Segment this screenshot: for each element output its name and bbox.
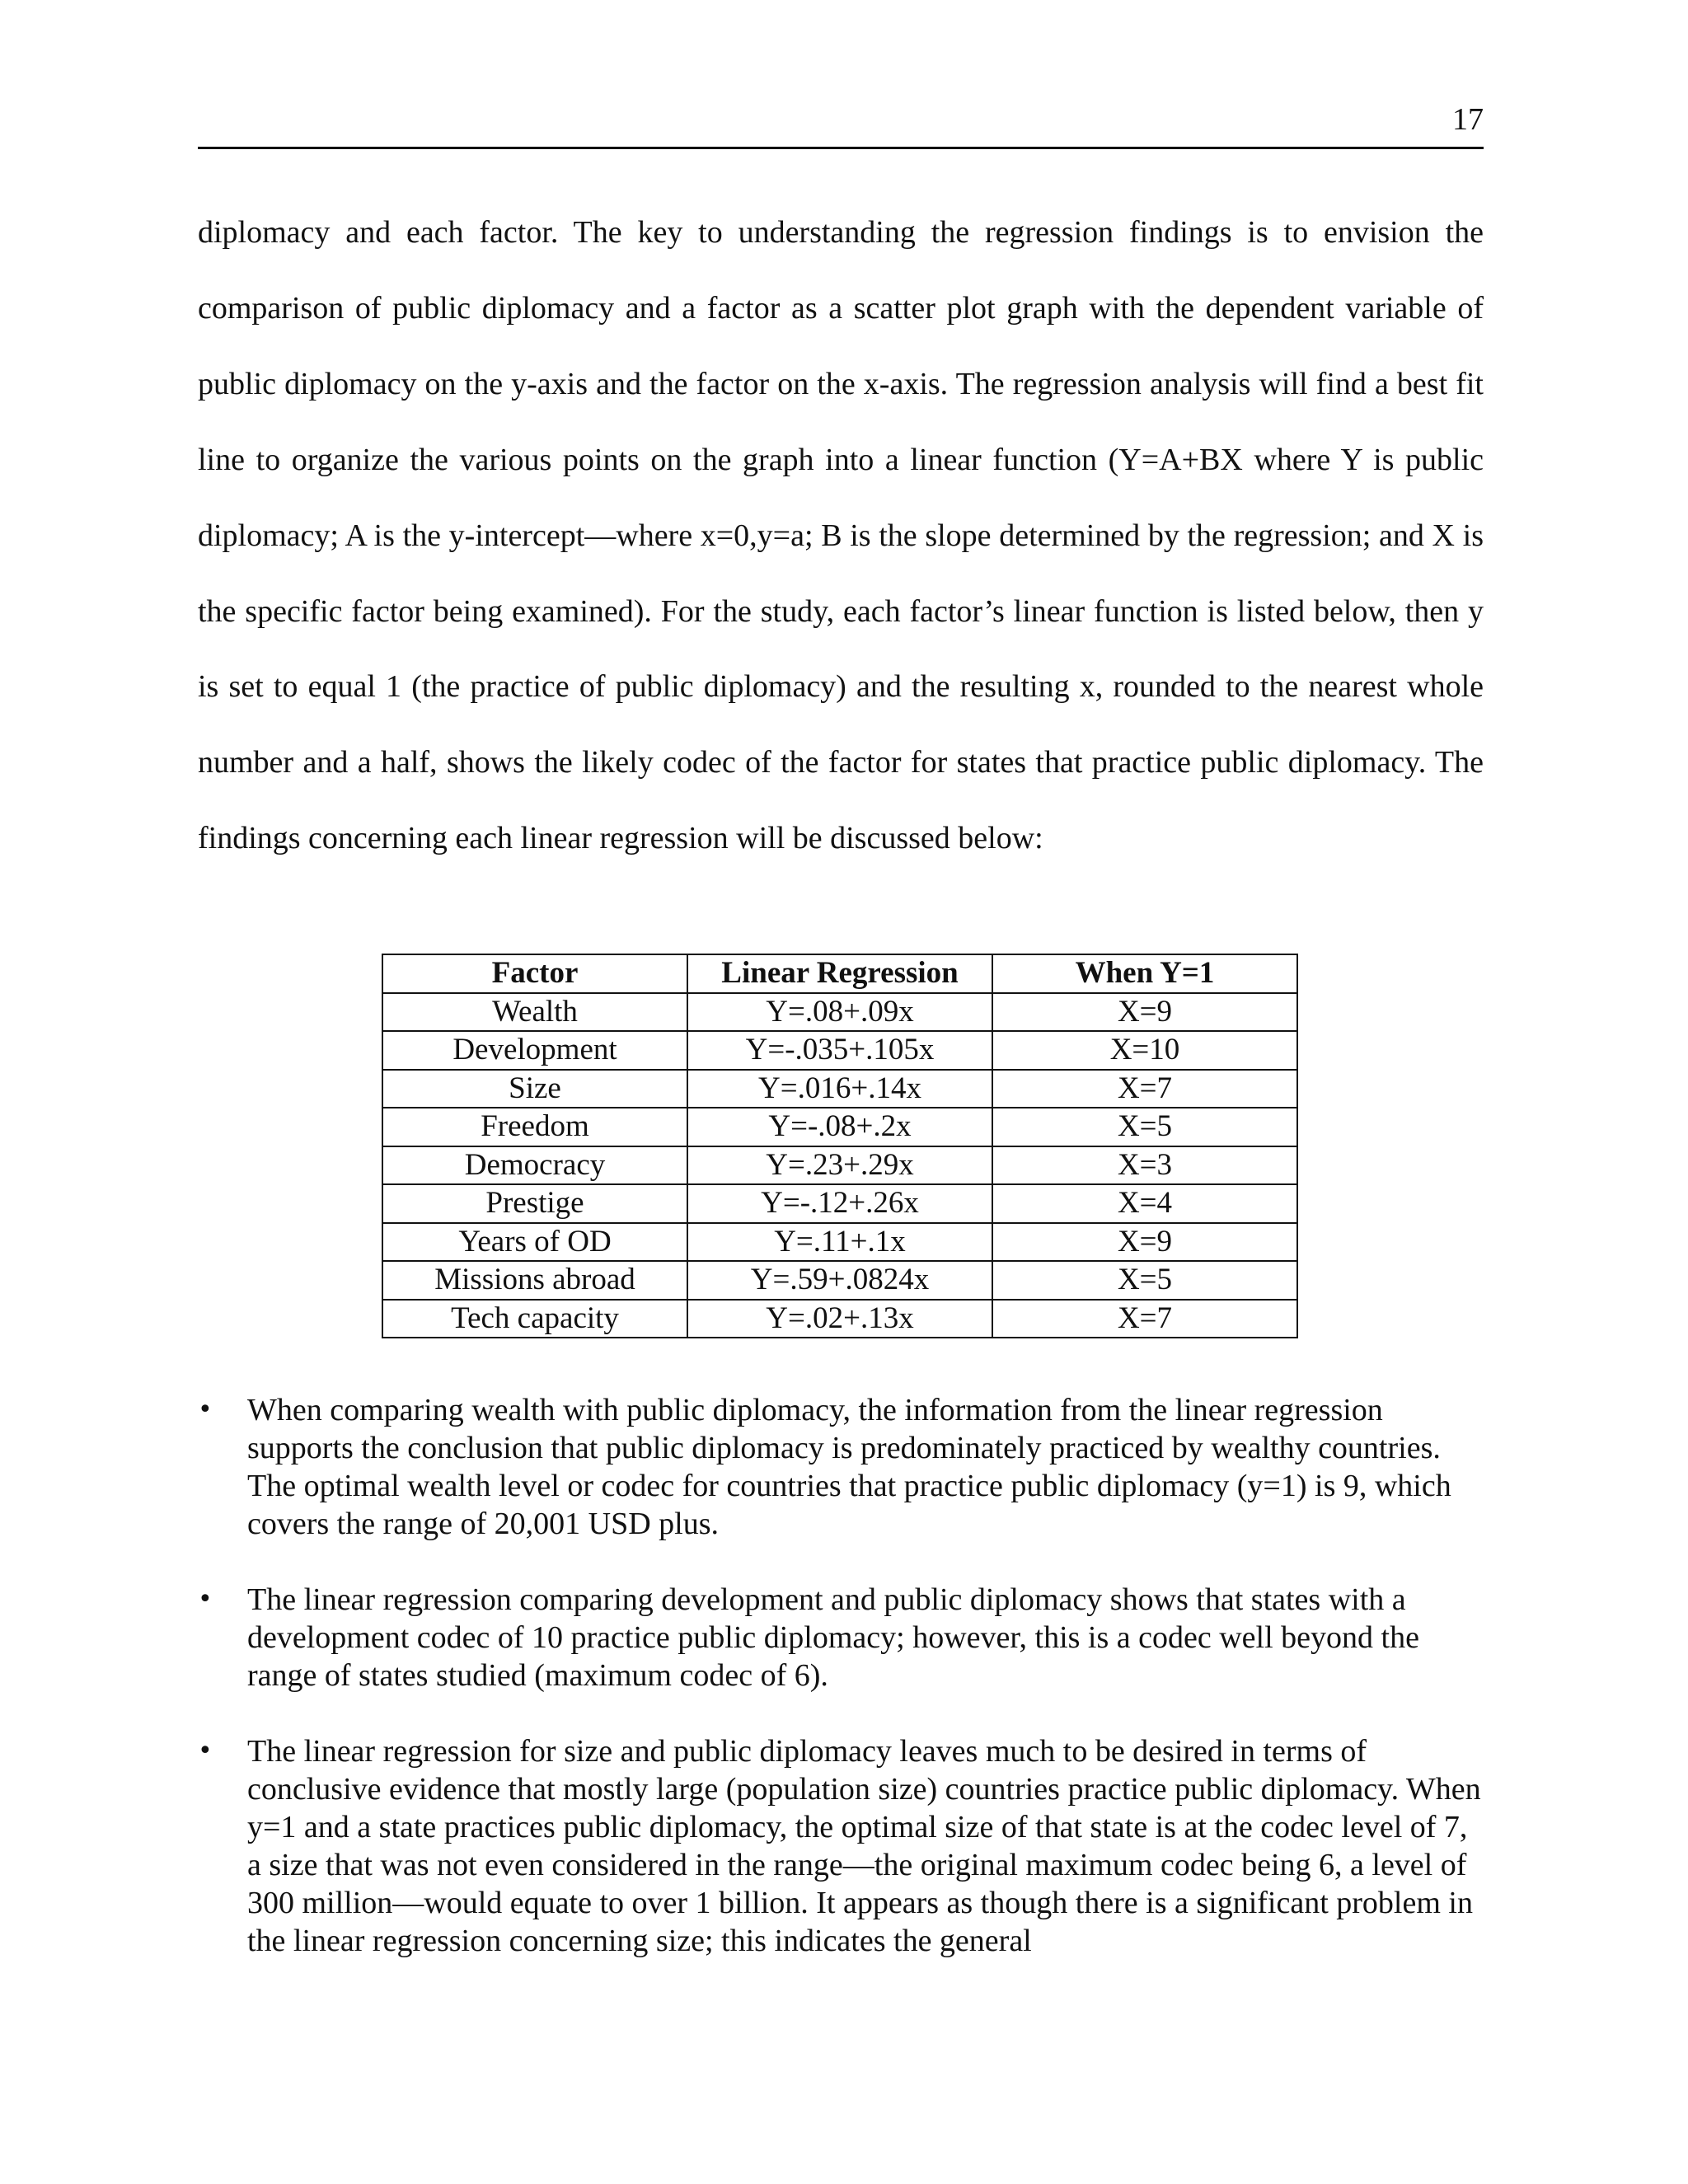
cell-x-value: X=3 [992, 1146, 1297, 1185]
cell-factor: Years of OD [382, 1223, 687, 1262]
table-row [382, 1300, 1297, 1338]
list-item [198, 1732, 1485, 1960]
page-number: 17 [1452, 102, 1484, 137]
cell-x-value: X=5 [992, 1261, 1297, 1300]
cell-regression: Y=-.035+.105x [687, 1031, 992, 1070]
table-row [382, 993, 1297, 1032]
bullet-icon: • [198, 1736, 213, 1765]
list-item [198, 1391, 1485, 1543]
table-row [382, 1184, 1297, 1223]
cell-x-value: X=10 [992, 1031, 1297, 1070]
list-item [198, 1581, 1485, 1694]
cell-factor: Freedom [382, 1108, 687, 1146]
cell-factor: Wealth [382, 993, 687, 1032]
findings-list [198, 1391, 1485, 1998]
cell-x-value: X=9 [992, 1223, 1297, 1262]
header-factor: Factor [382, 954, 687, 993]
body-paragraph: diplomacy and each factor. The key to understanding the regression findings is to envision the comparison of public diplomacy and a factor as a scatter plot graph with the dependent variable of public diplomacy on the y-axis and the factor on the x-axis. The regression analysis will find a best fit line to organize the various points on the graph into a linear function (Y=A+BX where Y is public diplomacy; A is the y-intercept—where x=0,y=a; B is the slope determined by the regression; and X is the specific factor being examined). For the study, each factor’s linear function is listed below, then y is set to equal 1 (the practice of public diplomacy) and the resulting x, rounded to the nearest whole number and a half, shows the likely codec of the factor for states that practice public diplomacy. The findings concerning each linear regression will be discussed below: [198, 215, 1484, 856]
table-row [382, 1223, 1297, 1262]
cell-factor: Size [382, 1070, 687, 1108]
table-row [382, 1031, 1297, 1070]
bullet-icon: • [198, 1395, 213, 1424]
regression-table [382, 954, 1298, 1338]
cell-factor: Tech capacity [382, 1300, 687, 1338]
table-row [382, 1261, 1297, 1300]
header-when-y1: When Y=1 [992, 954, 1297, 993]
cell-factor: Prestige [382, 1184, 687, 1223]
cell-regression: Y=.59+.0824x [687, 1261, 992, 1300]
bullet-icon: • [198, 1585, 213, 1614]
list-item-text: The linear regression for size and public diplomacy leaves much to be desired in terms of conclusive evidence that mostly large (population size) countries practice public diplomacy. When y=1 and a state practices public diplomacy, the optimal size of that state is at the codec level of 7, a size that was not even considered in the range—the original maximum codec being 6, a level of 300 million—would equate to over 1 billion. It appears as though there is a significant problem in the linear regression concerning size; this indicates the general [247, 1734, 1481, 1958]
table-row [382, 1070, 1297, 1108]
list-item-text: The linear regression comparing development and public diplomacy shows that states with a development codec of 10 practice public diplomacy; however, this is a codec well beyond the range of states studied (maximum codec of 6). [247, 1582, 1419, 1693]
table-row [382, 1146, 1297, 1185]
cell-x-value: X=9 [992, 993, 1297, 1032]
cell-regression: Y=-.08+.2x [687, 1108, 992, 1146]
cell-regression: Y=.016+.14x [687, 1070, 992, 1108]
list-item-text: When comparing wealth with public diplomacy, the information from the linear regression supports the conclusion that public diplomacy is predominately practiced by wealthy countries. The optimal wealth level or codec for countries that practice public diplomacy (y=1) is 9, which covers the range of 20,001 USD plus. [247, 1393, 1451, 1541]
cell-factor: Missions abroad [382, 1261, 687, 1300]
header-linear-regression: Linear Regression [687, 954, 992, 993]
table-header-row [382, 954, 1297, 993]
cell-regression: Y=-.12+.26x [687, 1184, 992, 1223]
cell-x-value: X=7 [992, 1070, 1297, 1108]
header-rule [198, 147, 1484, 149]
cell-regression: Y=.23+.29x [687, 1146, 992, 1185]
cell-factor: Democracy [382, 1146, 687, 1185]
cell-x-value: X=5 [992, 1108, 1297, 1146]
cell-x-value: X=7 [992, 1300, 1297, 1338]
cell-x-value: X=4 [992, 1184, 1297, 1223]
cell-regression: Y=.11+.1x [687, 1223, 992, 1262]
cell-regression: Y=.02+.13x [687, 1300, 992, 1338]
cell-factor: Development [382, 1031, 687, 1070]
cell-regression: Y=.08+.09x [687, 993, 992, 1032]
table-row [382, 1108, 1297, 1146]
